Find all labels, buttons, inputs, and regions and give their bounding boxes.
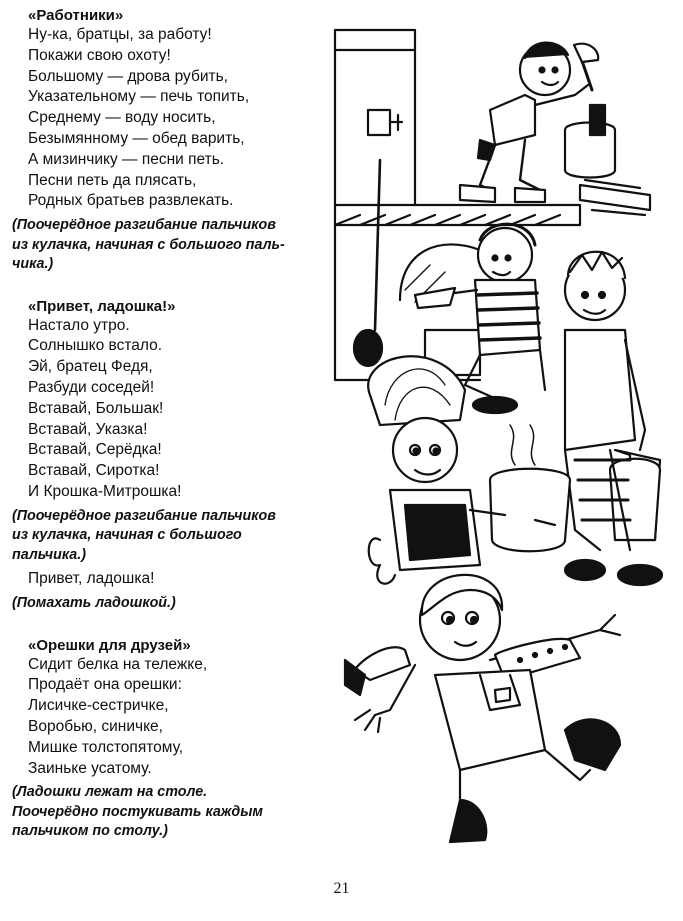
text-column bbox=[12, 2, 317, 842]
page-number: 21 bbox=[333, 880, 350, 897]
poem-line: Эй, братец Федя, bbox=[28, 358, 153, 376]
poem-line: Заиньке усатому. bbox=[28, 759, 152, 777]
poem-line: Привет, ладошка! bbox=[28, 570, 155, 588]
instruction-line: (Ладошки лежат на столе. bbox=[12, 784, 208, 801]
poem-line: Вставай, Указка! bbox=[28, 420, 148, 438]
poem-instruction bbox=[12, 783, 317, 842]
poem-line: А мизинчику — песни петь. bbox=[28, 150, 225, 168]
poem-title: «Работники» bbox=[28, 7, 124, 24]
poem-line: Разбуди соседей! bbox=[28, 379, 155, 397]
poem-privet-ladoshka bbox=[12, 297, 317, 614]
instruction-line: (Поочерёдное разгибание пальчиков bbox=[12, 217, 276, 234]
poem-line: Песни петь да плясать, bbox=[28, 171, 197, 189]
poem-line: Вставай, Серёдка! bbox=[28, 441, 162, 459]
boy-carrying-bucket bbox=[565, 252, 662, 585]
boy-chopping-wood bbox=[460, 43, 650, 215]
instruction-line: пальчиком по столу.) bbox=[12, 823, 168, 840]
poem-line: Воробью, синичке, bbox=[28, 718, 163, 736]
boy-chef-with-pot bbox=[368, 356, 570, 583]
poem-line: Вставай, Большак! bbox=[28, 399, 164, 417]
instruction-line: Поочерёдно постукивать каждым bbox=[12, 803, 263, 820]
poem-line: Указательному — печь топить, bbox=[28, 88, 250, 106]
poem-line: Солнышко встало. bbox=[28, 337, 163, 355]
poem-line: Большому — дрова рубить, bbox=[28, 67, 228, 85]
instruction-line: пальчика.) bbox=[12, 546, 86, 563]
poem-title: «Орешки для друзей» bbox=[28, 636, 191, 654]
poem-line: Родных братьев развлекать. bbox=[28, 192, 234, 210]
poem-line: И Крошка-Митрошка! bbox=[28, 483, 182, 501]
boy-dancing bbox=[345, 575, 620, 842]
poem-line: Сидит белка на тележке, bbox=[28, 655, 208, 673]
poem-title: «Привет, ладошка!» bbox=[28, 297, 176, 315]
poem-line: Лисичке-сестричке, bbox=[28, 697, 169, 715]
poem-line: Продаёт она орешки: bbox=[28, 676, 182, 694]
poem-line: Настало утро. bbox=[28, 316, 130, 334]
poem-line: Вставай, Сиротка! bbox=[28, 462, 160, 480]
instruction-line: из кулачка, начиная с большого bbox=[12, 527, 242, 544]
poem-line: Безымянному — обед варить, bbox=[28, 129, 245, 147]
instruction-line: (Поочерёдное разгибание пальчиков bbox=[12, 507, 276, 524]
poem-line: Покажи свою охоту! bbox=[28, 46, 171, 64]
instruction-line: (Помахать ладошкой.) bbox=[12, 595, 176, 612]
poem-oreshki bbox=[12, 636, 317, 842]
children-illustration bbox=[330, 10, 675, 850]
poem-line: Мишке толстопятому, bbox=[28, 738, 184, 756]
instruction-line: чика.) bbox=[12, 256, 54, 273]
poem-instruction bbox=[12, 594, 317, 614]
poem-line: Среднему — воду носить, bbox=[28, 109, 216, 127]
instruction-line: из кулачка, начиная с большого паль- bbox=[12, 236, 285, 253]
poem-instruction bbox=[12, 216, 317, 275]
poem-rabotniki bbox=[12, 6, 317, 275]
poem-line: Ну-ка, братцы, за работу! bbox=[28, 26, 212, 43]
poem-instruction bbox=[12, 507, 317, 566]
